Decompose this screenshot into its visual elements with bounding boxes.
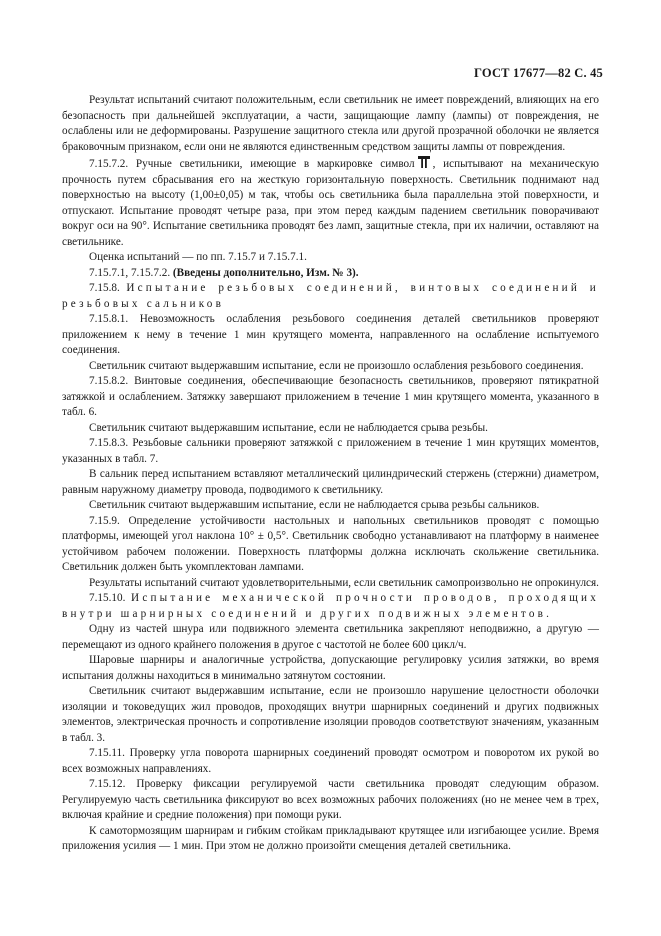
paragraph: 7.15.8.2. Винтовые соединения, обеспечивающие безопасность светильников, проверяют пятикратной затяжкой и ослаблением. Затяжку завершают приложением в течение 1 мин крутящего момента, указанного в табл. 6. (62, 375, 599, 418)
paragraph: 7.15.11. Проверку угла поворота шарнирных соединений проводят осмотром и поворотом их рукой во всех возможных направлениях. (62, 747, 599, 775)
paragraph: Результаты испытаний считают удовлетворительными, если светильник самопроизвольно не опрокинулся. (89, 576, 599, 589)
paragraph: 7.15.7.1, 7.15.7.2. (Введены дополнительно, Изм. № 3). (89, 266, 359, 279)
paragraph: 7.15.9. Определение устойчивости настольных и напольных светильников проводят с помощью платформы, имеющей угол наклона 10° ± 0,5°. Светильник свободно устанавливают на платформу в наименее устойчивом рабочем положении. Поверхность платформы должна исключать скольжение светильника. Светильник должен быть укомплектован лампами. (62, 514, 599, 573)
paragraph: К самотормозящим шарнирам и гибким стойкам прикладывают крутящее или изгибающее усилие. Время приложения усилия — 1 мин. При этом не должно произойти смещения деталей светильника. (62, 824, 599, 852)
document-body (62, 93, 599, 855)
paragraph: Результат испытаний считают положительным, если светильник не имеет повреждений, влияющих на его безопасность при дальнейшей эксплуатации, а части, защищающие лампу (лампы) от повреждения, не ослаблены или не деформированы. Разрушение защитного стекла или другой прозрачной оболочки не является браковочным признаком, если они не являются единственным средством защиты лампы от повреждения. (62, 94, 599, 153)
paragraph: Одну из частей шнура или подвижного элемента светильника закрепляют неподвижно, а другую — перемещают из одного крайнего положения в другое с частотой не более 600 цикл/ч. (62, 623, 599, 651)
section-heading: 7.15.10. Испытание механической прочности проводов, проходящих внутри шарнирных соединений и других подвижных элементов. (62, 592, 600, 620)
paragraph: Светильник считают выдержавшим испытание, если не наблюдается срыва резьбы. (89, 421, 488, 434)
paragraph: В сальник перед испытанием вставляют металлический цилиндрический стержень (стержни) диаметром, равным наружному диаметру провода, подводимого к светильнику. (62, 468, 599, 496)
drop-test-symbol-icon (417, 155, 431, 169)
page-header: ГОСТ 17677—82 С. 45 (474, 66, 603, 80)
paragraph: 7.15.7.2. Ручные светильники, имеющие в маркировке символ , испытывают на механическую прочность путем сбрасывания его на жесткую горизонтальную поверхность. Светильник поднимают над поверхностью на высоту (1,00±0,05) м так, чтобы ось светильника была параллельна этой поверхности, и отпускают. Испытание проводят четыре раза, при этом перед каждым падением светильник поворачивают вокруг оси на 90°. Испытание светильника проводят без ламп, защитные стекла, при их наличии, оставляют на светильнике. (62, 155, 599, 250)
section-heading: 7.15.8. Испытание резьбовых соединений, винтовых соединений и резьбовых сальников (62, 282, 599, 310)
paragraph: Светильник считают выдержавшим испытание, если не произошло нарушение целостности оболочки изоляции и токоведущих жил проводов, проходящих внутри шарнирных соединений и других подвижных элементов, электрическая прочность и сопротивление изоляции проводов соответствуют значениям, указанным в табл. 3. (62, 685, 599, 744)
paragraph: Оценка испытаний — по пп. 7.15.7 и 7.15.7.1. (89, 251, 307, 263)
amendment-note: (Введены дополнительно, Изм. № 3). (172, 266, 359, 279)
paragraph: Шаровые шарниры и аналогичные устройства, допускающие регулировку усилия затяжки, во время испытания должны находиться в минимально затянутом состоянии. (62, 654, 599, 682)
paragraph: 7.15.12. Проверку фиксации регулируемой части светильника проводят следующим образом. Регулируемую часть светильника фиксируют во всех возможных рабочих положениях (но не менее чем в трех, включая крайние и средние положения) при помощи руки. (62, 778, 599, 821)
paragraph: 7.15.8.1. Невозможность ослабления резьбового соединения деталей светильников проверяют приложением к нему в течение 1 мин крутящего момента, направленного на ослабление испытуемого соединения. (62, 313, 599, 356)
paragraph: 7.15.8.3. Резьбовые сальники проверяют затяжкой с приложением в течение 1 мин крутящих моментов, указанных в табл. 7. (62, 437, 599, 465)
paragraph: Светильник считают выдержавшим испытание, если не произошло ослабления резьбового соединения. (89, 359, 584, 372)
paragraph: Светильник считают выдержавшим испытание, если не наблюдается срыва резьбы сальников. (89, 499, 540, 511)
